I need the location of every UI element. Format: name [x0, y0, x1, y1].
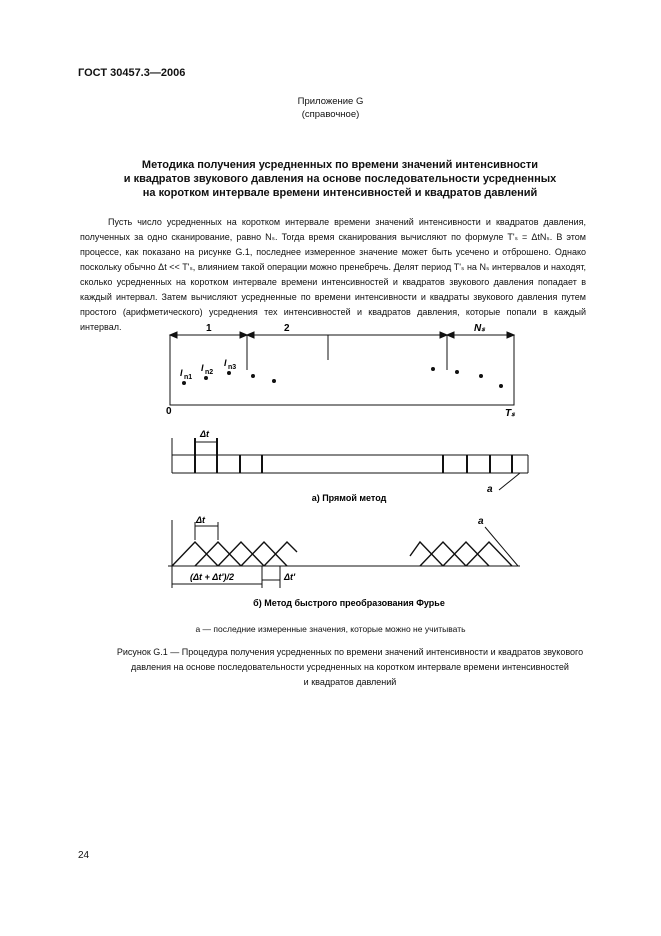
figure-caption	[70, 645, 630, 690]
point-label-i2-sub: n2	[205, 369, 214, 376]
scan-frame	[170, 335, 514, 405]
point-label-i2: I	[201, 363, 204, 373]
point-label-i1: I	[180, 368, 183, 378]
document-header: ГОСТ 30457.3—2006	[78, 67, 186, 79]
data-point	[227, 371, 231, 375]
delta-t2-label: Δt'	[284, 572, 296, 582]
section-title-line: на коротком интервале времени интенсивностей и квадратов давлений	[142, 187, 538, 199]
data-point	[272, 379, 276, 383]
arrowhead	[247, 332, 254, 338]
figure-caption-line: давления на основе последовательности усредненных на коротком интервале времени интенсивностей	[131, 662, 569, 672]
arrowhead	[507, 332, 514, 338]
top-diagram	[170, 332, 514, 405]
section-title-line: Методика получения усредненных по времени значений интенсивности	[141, 159, 539, 171]
marker-a-label-fft: a	[478, 516, 484, 527]
axis-end-label: Tₛ	[505, 408, 515, 419]
annex-type: (справочное)	[301, 109, 360, 120]
annex-title: Приложение G	[297, 96, 364, 107]
figure-caption-line: Рисунок G.1 — Процедура получения усредненных по времени значений интенсивности и квадратов звукового	[116, 647, 584, 657]
axis-origin-label: 0	[166, 406, 172, 417]
data-point	[431, 367, 435, 371]
point-label-i3-sub: n3	[228, 364, 237, 371]
delta-t-label-fft: Δt	[196, 515, 206, 525]
data-point	[251, 374, 255, 378]
data-point	[182, 381, 186, 385]
point-label-i3: I	[224, 358, 227, 368]
data-point	[204, 376, 208, 380]
figure-caption-line: и квадратов давлений	[303, 677, 397, 687]
arrowhead	[447, 332, 454, 338]
data-point	[479, 374, 483, 378]
direct-method-timeline	[172, 438, 528, 490]
data-point	[455, 370, 459, 374]
interval2-label: 2	[284, 323, 290, 334]
page-number: 24	[78, 850, 90, 861]
arrowhead	[170, 332, 177, 338]
sum-interval-label: (Δt + Δt')/2	[190, 572, 234, 582]
point-label-i1-sub: n1	[184, 374, 193, 381]
interval1-label: 1	[206, 323, 212, 334]
data-point	[499, 384, 503, 388]
caption-fft-method: б) Метод быстрого преобразования Фурье	[253, 598, 445, 608]
caption-direct-method: а) Прямой метод	[311, 493, 387, 503]
figure-note: а — последние измеренные значения, которые можно не учитывать	[195, 624, 466, 634]
body-text: Пусть число усредненных на коротком интервале времени значений интенсивности и квадратов давления, полученных за одно сканирование, равно Nₛ. Тогда время сканирования вычисляют по формуле T'ₛ = ΔtNₛ. В этом процессе, как показано на рисунке G.1, последнее измеренное значение может быть усечено и отброшено. Однако поскольку обычно Δt << T'ₛ, влиянием такой операции можно пренебречь. Делят период T'ₛ на Nₛ интервалов и находят, сколько усредненных на коротком интервале времени интенсивностей и квадратов звукового давления попадает в каждый интервал. Затем вычисляют усредненные по времени интенсивности и квадраты звукового давления путем простого (арифметического) усреднения тех интенсивностей и квадратов давления, которые попали в каждый интервал.	[80, 217, 586, 332]
marker-a-label: a	[487, 484, 493, 495]
section-title-line: и квадратов звукового давления на основе последовательности усредненных	[123, 173, 557, 185]
intervalN-label: Nₛ	[474, 323, 485, 334]
delta-t-label: Δt	[200, 429, 210, 439]
